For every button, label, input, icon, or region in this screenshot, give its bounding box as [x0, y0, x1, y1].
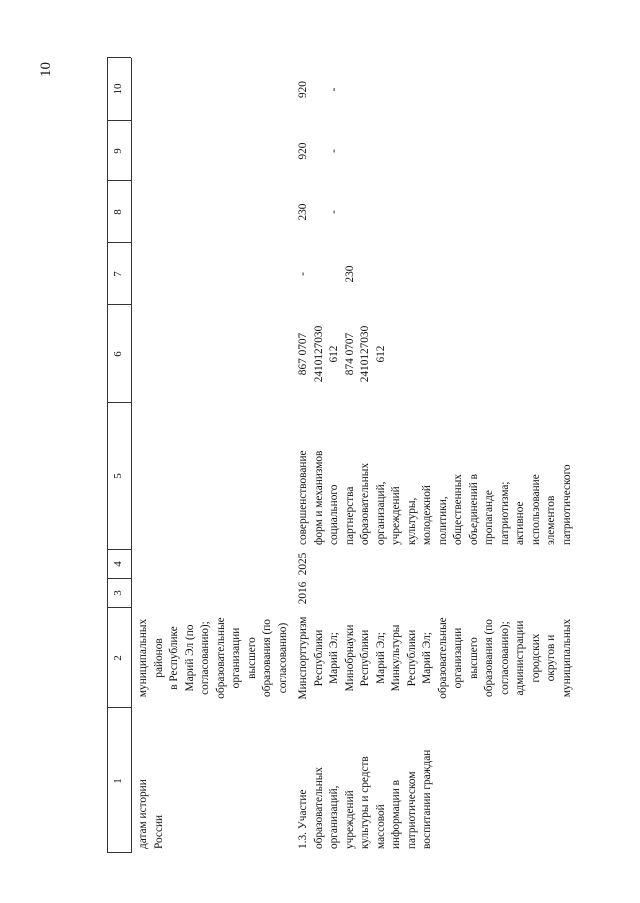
col-divider-7-8 [107, 242, 131, 243]
page-number: 10 [38, 62, 54, 77]
table-left-border [107, 852, 131, 853]
header-col-1: 1 [112, 778, 124, 784]
header-col-7: 7 [112, 271, 124, 277]
row-1-3-start-year: 2016 [297, 581, 309, 605]
col-divider-5-6 [107, 402, 131, 403]
table-top-border [107, 58, 108, 853]
row-1-3-budget-codes: 867 0707 2410127030 612 874 0707 2410127030 612 [297, 325, 387, 383]
table-right-border [107, 57, 131, 58]
header-col-4: 4 [112, 561, 124, 567]
row-1-3-col10: 920 - [297, 81, 340, 98]
header-col-10: 10 [112, 83, 124, 95]
col-divider-8-9 [107, 180, 131, 181]
col-divider-2-3 [107, 607, 131, 608]
header-col-5: 5 [112, 473, 124, 479]
cont-row-col2: муниципальных районов в Республике Марий Эл (по согласованию); образовательные организации высшего образования (по согласованию) [137, 617, 289, 699]
col-divider-3-4 [107, 578, 131, 579]
row-1-3-col1: 1.3. Участие образовательных организаций, учреждений культуры и средств массовой информации в патриотическом воспитании граждан [297, 749, 433, 849]
col-divider-6-7 [107, 304, 131, 305]
col-divider-4-5 [107, 549, 131, 550]
header-col-8: 8 [112, 209, 124, 215]
col-divider-9-10 [107, 120, 131, 121]
row-1-3-col7: - 230 [297, 265, 356, 283]
row-1-3-col9: 920 - [297, 142, 340, 160]
col-divider-1-2 [107, 707, 131, 708]
row-1-3-col8: 230 - [297, 203, 340, 221]
row-1-3-col5: совершенствование форм и механизмов социального партнерства образовательных организаций, учреждений культуры, молодежной политики, общественных объединений в пропаганде патриотизма; активное использование элементов патриотического [297, 450, 573, 545]
header-col-6: 6 [112, 351, 124, 357]
header-col-9: 9 [112, 148, 124, 154]
header-col-3: 3 [112, 590, 124, 596]
row-1-3-end-year: 2025 [297, 552, 309, 576]
header-bottom-border [131, 58, 132, 853]
cont-row-col1: датам истории России [137, 779, 165, 849]
header-col-2: 2 [112, 655, 124, 661]
row-1-3-col2: Минспорттуризм Республики Марий Эл; Минобрнауки Республики Марий Эл; Минкультуры Республики Марий Эл; образовательные организации высшего образования (по согласованию); администрации городских округов и муниципальных [297, 616, 573, 700]
